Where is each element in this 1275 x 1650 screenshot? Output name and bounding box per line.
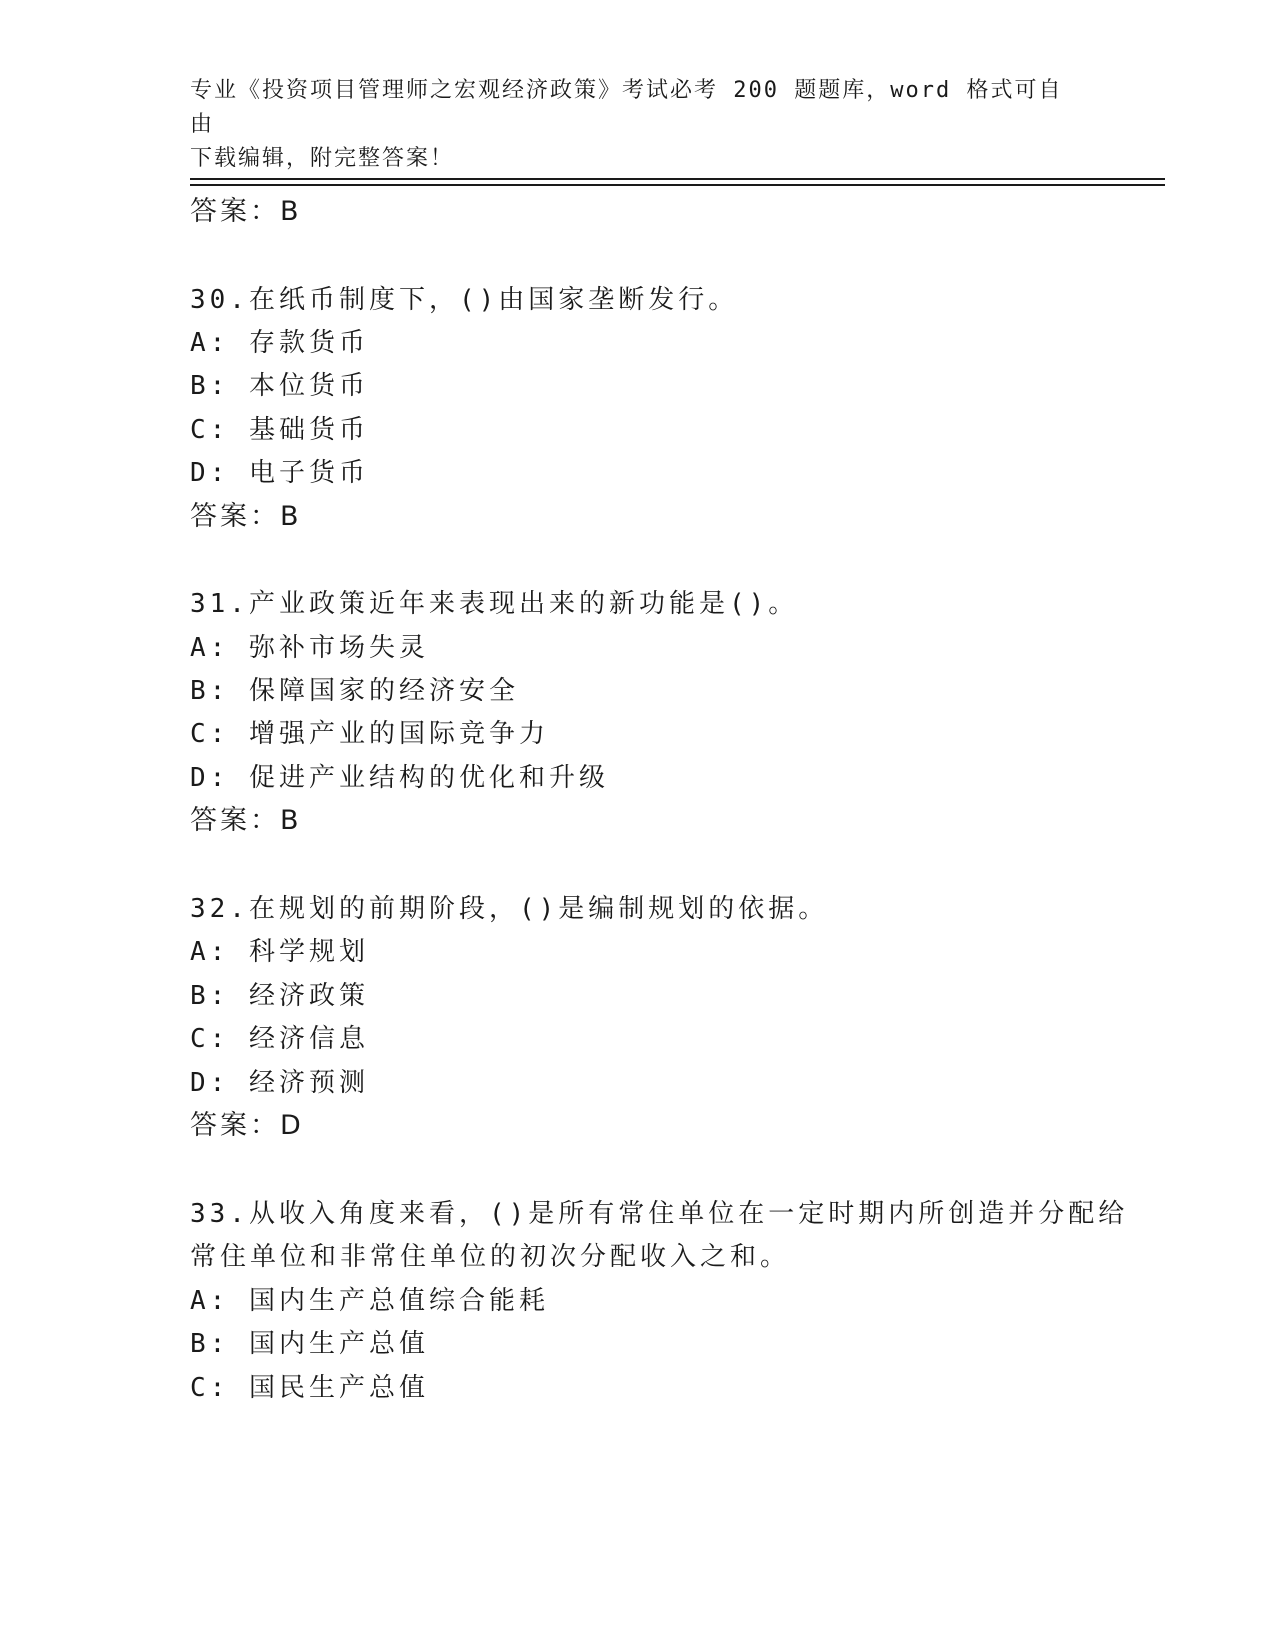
document-header — [190, 74, 1070, 176]
answer-line: 答案：D — [190, 1110, 304, 1141]
answer-line: 答案：B — [190, 805, 302, 836]
option-b: B: 经济政策 — [190, 981, 369, 1011]
option-b: B: 本位货币 — [190, 371, 369, 401]
answer-line: 答案：B — [190, 196, 302, 227]
answer-line: 答案：B — [190, 501, 302, 532]
option-b: B: 保障国家的经济安全 — [190, 676, 519, 706]
question-stem-line-2: 常住单位和非常住单位的初次分配收入之和。 — [190, 1242, 791, 1272]
question-stem: 32.在规划的前期阶段，()是编制规划的依据。 — [190, 894, 829, 924]
option-a: A: 科学规划 — [190, 937, 369, 967]
option-a: A: 弥补市场失灵 — [190, 633, 429, 663]
question-stem: 30.在纸币制度下，()由国家垄断发行。 — [190, 285, 739, 315]
option-d: D: 经济预测 — [190, 1068, 369, 1098]
option-c: C: 国民生产总值 — [190, 1373, 429, 1403]
option-d: D: 促进产业结构的优化和升级 — [190, 763, 609, 793]
option-c: C: 经济信息 — [190, 1024, 369, 1054]
header-divider-top — [190, 178, 1165, 180]
header-line-1: 专业《投资项目管理师之宏观经济政策》考试必考 200 题题库，word 格式可自由 — [190, 78, 1063, 137]
header-line-2: 下载编辑，附完整答案！ — [190, 146, 455, 171]
option-a: A: 国内生产总值综合能耗 — [190, 1286, 549, 1316]
option-d: D: 电子货币 — [190, 458, 369, 488]
option-a: A: 存款货币 — [190, 328, 369, 358]
header-divider-bottom — [190, 184, 1165, 186]
option-c: C: 增强产业的国际竞争力 — [190, 719, 549, 749]
option-c: C: 基础货币 — [190, 415, 369, 445]
option-b: B: 国内生产总值 — [190, 1329, 429, 1359]
question-stem: 31.产业政策近年来表现出来的新功能是()。 — [190, 589, 799, 619]
question-stem-line-1: 33.从收入角度来看，()是所有常住单位在一定时期内所创造并分配给 — [190, 1199, 1129, 1229]
